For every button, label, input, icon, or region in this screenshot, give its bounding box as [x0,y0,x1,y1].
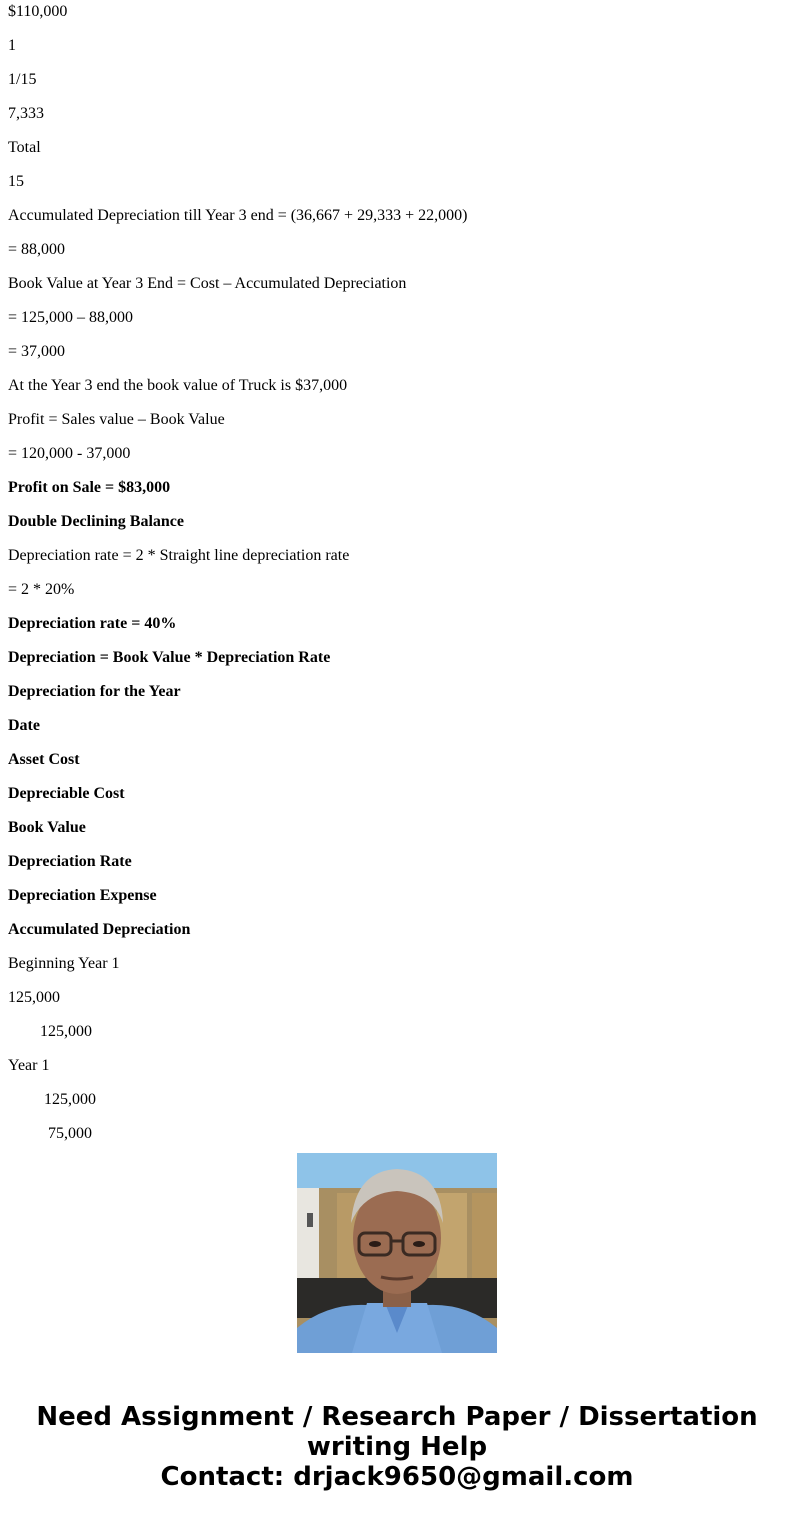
text-line: At the Year 3 end the book value of Truck is $37,000 [8,377,348,394]
text-line: 15 [8,173,24,190]
help-headline: Need Assignment / Research Paper / Dissertation [36,1402,758,1432]
text-line: Date [8,717,40,734]
text-line: 7,333 [8,105,44,122]
author-avatar [297,1153,497,1353]
text-line: Accumulated Depreciation till Year 3 end = (36,667 + 29,333 + 22,000) [8,207,468,224]
text-line: Depreciation rate = 40% [8,615,177,632]
text-line: Year 1 [8,1057,50,1074]
text-line: = 125,000 – 88,000 [8,309,134,326]
text-line: 125,000 [40,1023,92,1040]
text-line: Accumulated Depreciation [8,921,191,938]
contact-email: Contact: drjack9650@gmail.com [160,1462,634,1492]
text-line: Total [8,139,41,156]
text-line: 125,000 [44,1091,96,1108]
text-line: Double Declining Balance [8,513,185,530]
text-line: Depreciation for the Year [8,683,181,700]
text-line: $110,000 [8,3,68,20]
text-line: 125,000 [8,989,60,1006]
document-content [8,0,786,1142]
text-line: Depreciation Expense [8,887,157,904]
text-line: Beginning Year 1 [8,955,120,972]
text-line: = 2 * 20% [8,581,75,598]
contact-banner [0,1402,794,1492]
text-line: 75,000 [48,1125,92,1142]
text-line: Book Value [8,819,86,836]
text-line: Depreciable Cost [8,785,125,802]
text-line: Asset Cost [8,751,80,768]
person-photo-icon [297,1153,497,1353]
text-line: = 120,000 - 37,000 [8,445,131,462]
text-line: = 88,000 [8,241,66,258]
text-line: Profit = Sales value – Book Value [8,411,225,428]
text-line: Profit on Sale = $83,000 [8,479,171,496]
text-line: Book Value at Year 3 End = Cost – Accumulated Depreciation [8,275,407,292]
text-line: = 37,000 [8,343,66,360]
help-subheadline: writing Help [306,1432,488,1462]
text-line: 1/15 [8,71,37,88]
text-line: Depreciation = Book Value * Depreciation Rate [8,649,331,666]
text-line: Depreciation Rate [8,853,132,870]
text-line: Depreciation rate = 2 * Straight line depreciation rate [8,547,350,564]
text-line: 1 [8,37,16,54]
